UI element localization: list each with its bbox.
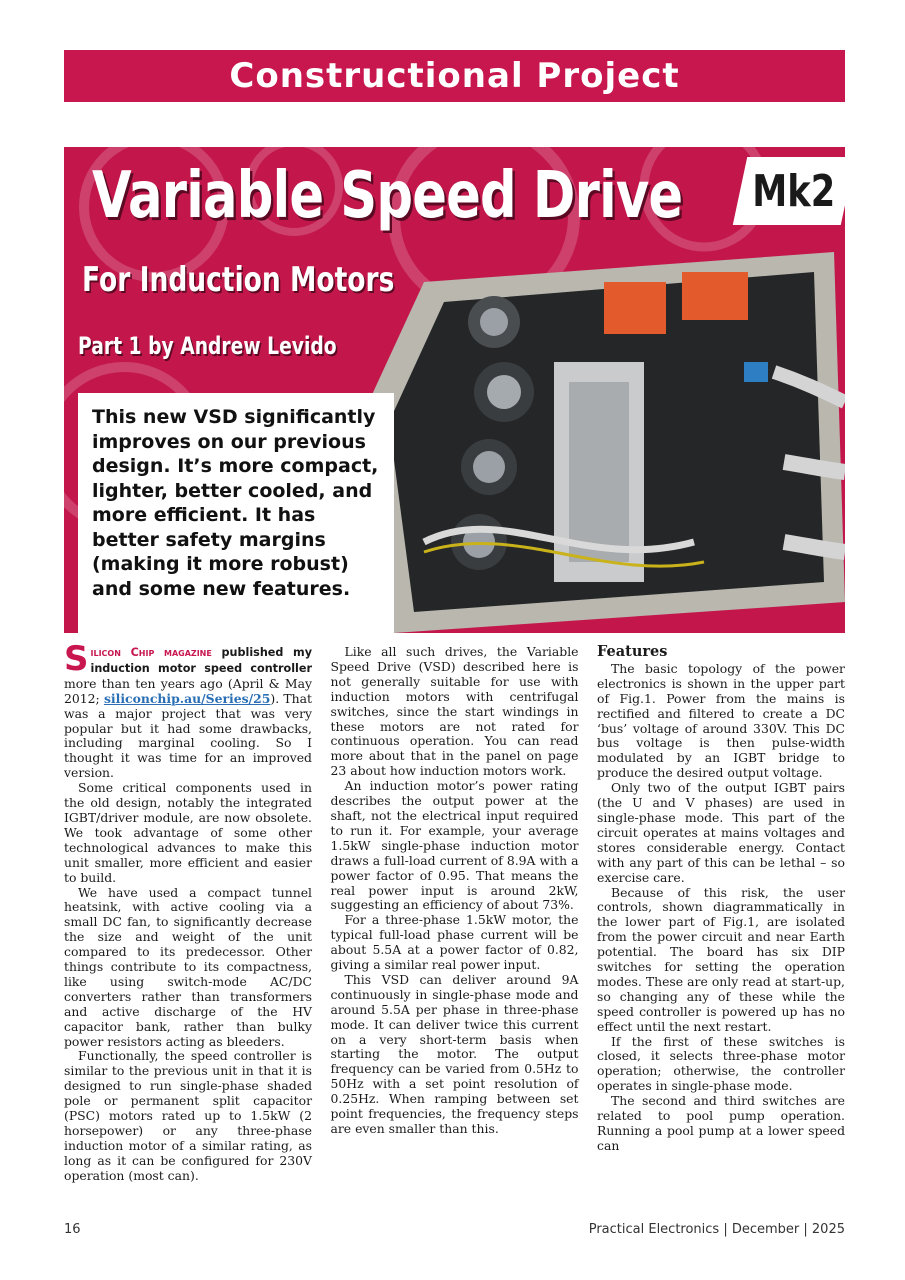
- column-1: [64, 639, 312, 1184]
- mk2-badge: Mk2: [733, 157, 845, 225]
- page-number: 16: [64, 1222, 81, 1237]
- paragraph: For a three-phase 1.5kW motor, the typical full-load phase current will be about 5.5A at a power factor of 0.82, giving a similar real power input.: [330, 912, 579, 973]
- hero-panel: [64, 147, 845, 633]
- paragraph: Only two of the output IGBT pairs (the U and V phases) are used in single-phase mode. This part of the circuit operates at mains voltages and stores considerable energy. Contact with any part of this can be lethal – so exercise care.: [597, 780, 845, 885]
- paragraph: Because of this risk, the user controls, shown diagrammatically in the lower part of Fig.1, are isolated from the power circuit and near Earth potential. The board has six DIP switches for setting the operation modes. These are only read at start-up, so changing any of these while the speed controller is powered up has no effect until the next restart.: [597, 884, 845, 1034]
- article-title: Variable Speed Drive: [92, 159, 683, 233]
- lead-in: ilicon Chip magazine published my induction motor speed controller: [90, 646, 312, 675]
- paragraph: This VSD can deliver around 9A continuously in single-phase mode and around 5.5A per phase in three-phase mode. It can deliver twice this current on a very short-term basis when starting the motor. The output frequency can be varied from 0.5Hz to 50Hz with a set point resolution of 0.25Hz. When ramping between set point frequencies, the frequency steps are even smaller than this.: [330, 971, 579, 1136]
- paragraph: An induction motor’s power rating describes the output power at the shaft, not the electrical input required to run it. For example, your average 1.5kW single-phase induction motor draws a full-load current of 8.9A with a power factor of 0.95. That means the real power input is around 2kW, suggesting an efficiency of about 73%.: [330, 778, 579, 913]
- column-3: [597, 645, 845, 1184]
- section-heading: Features: [597, 643, 668, 660]
- article-subtitle: For Induction Motors: [82, 260, 395, 300]
- article-body: [64, 639, 845, 1184]
- paragraph: We have used a compact tunnel heatsink, with active cooling via a small DC fan, to significantly decrease the size and weight of the unit compared to its predecessor. Other things contribute to its compactness, like using switch-mode AC/DC converters rather than transformers and active discharge of the HV capacitor bank, rather than bulky power resistors acting as bleeders.: [64, 884, 312, 1049]
- paragraph: If the first of these switches is closed, it selects three-phase motor operation; otherwise, the controller operates in single-phase mode.: [597, 1033, 845, 1094]
- article-byline: Part 1 by Andrew Levido: [78, 332, 337, 360]
- paragraph: Functionally, the speed controller is similar to the previous unit in that it is designed to run single-phase shaded pole or permanent split capacitor (PSC) motors rated up to 1.5kW (2 horsepower) or any three-phase induction motor of a similar rating, as long as it can be configured for 230V operation (most can).: [64, 1048, 312, 1183]
- section-banner: Constructional Project: [64, 50, 845, 102]
- drop-cap: S: [64, 639, 89, 679]
- series-link[interactable]: siliconchip.au/Series/25: [103, 690, 271, 706]
- vsd-photo: [364, 242, 845, 633]
- column-2: [331, 645, 579, 1184]
- paragraph: Some critical components used in the old design, notably the integrated IGBT/driver module, are now obsolete. We took advantage of some other technological advances to make this unit smaller, more efficient and easier to build.: [64, 780, 312, 885]
- publication-footer: Practical Electronics | December | 2025: [588, 1222, 845, 1237]
- brand-name: ilicon Chip magazine: [90, 646, 212, 659]
- paragraph: The basic topology of the power electronics is shown in the upper part of Fig.1. Power from the mains is rectified and filtered to create a DC ‘bus’ voltage of around 330V. This DC bus voltage is then pulse-width modulated by an IGBT bridge to produce the desired output voltage.: [597, 660, 845, 781]
- paragraph: Silicon Chip magazine published my induction motor speed controller more than ten years ago (April & May 2012; siliconchip.au/Series/25). That was a major project that was very popular but it had some drawbacks, including marginal cooling. So I thought it was time for an improved version.: [64, 639, 312, 781]
- paragraph: Like all such drives, the Variable Speed Drive (VSD) described here is not generally suitable for use with induction motors with centrifugal switches, since the start windings in these motors are not rated for continuous operation. You can read more about that in the panel on page 23 about how induction motors work.: [330, 644, 579, 779]
- intro-blurb: This new VSD significantly improves on our previous design. It’s more compact, lighter, better cooled, and more efficient. It has better safety margins (making it more robust) and some new features.: [78, 393, 394, 633]
- paragraph: The second and third switches are related to pool pump operation. Running a pool pump at a lower speed can: [597, 1093, 845, 1153]
